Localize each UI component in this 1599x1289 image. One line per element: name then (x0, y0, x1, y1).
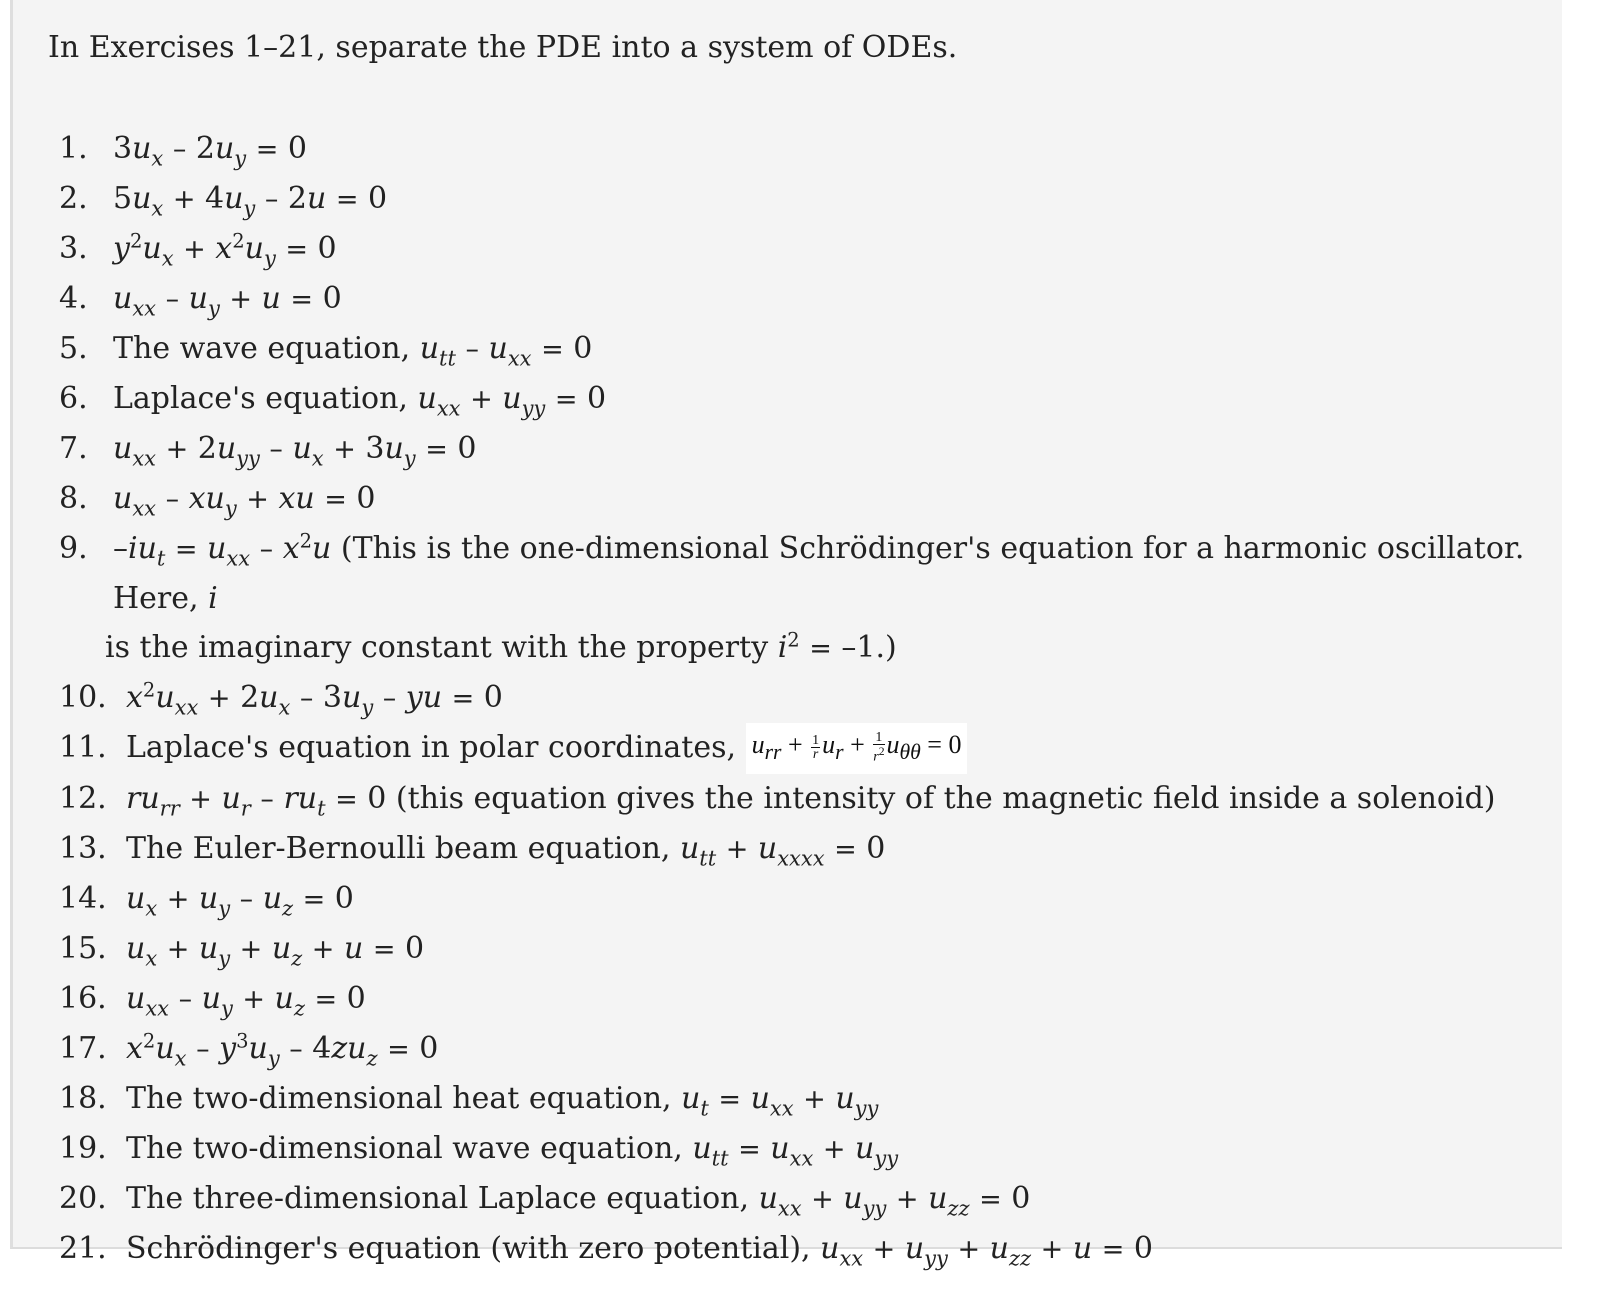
item-number: 12. (59, 781, 107, 817)
equation: $u_t = u_{xx} + u_{yy}$ (681, 1081, 879, 1121)
item-number: 6. (59, 381, 88, 416)
equation: $3u_x - 2u_y = 0$ (113, 131, 307, 171)
equation: $u_x + u_y + u_z + u = 0$ (126, 931, 425, 971)
list-item (53, 774, 1543, 824)
list-item (53, 1174, 1543, 1224)
item-number: 15. (59, 931, 107, 967)
exercise-panel (10, 0, 1562, 1271)
equation: $5u_x + 4u_y - 2u = 0$ (113, 181, 388, 221)
item-number: 2. (59, 181, 88, 216)
list-item (53, 673, 1543, 723)
item-text: (this equation gives the intensity of the magnetic field inside a solenoid) (386, 781, 1496, 817)
intro-text: In Exercises 1–21, separate the PDE into a system of ODEs. (48, 30, 958, 65)
equation: $u_{tt} - u_{xx} = 0$ (419, 331, 593, 371)
polar-laplace-equation-image: $u_{rr}$ + $\frac{1}{r}$ $u_r$ + $\frac{1}{r^2}$ $u_{\theta\theta} = 0$ (746, 723, 968, 774)
equation: $u_{xx} + u_{yy} + u_{zz} = 0$ (758, 1181, 1031, 1221)
list-item (53, 1124, 1543, 1174)
item-number: 21. (59, 1231, 107, 1267)
equation: $u_{xx} - u_y + u_z = 0$ (126, 981, 366, 1021)
item-number: 13. (59, 831, 107, 867)
list-item: 9. $-iu_t = u_{xx} - x^2u$ (This is the one-dimensional Schrödinger's equation for a harmonic oscillator. Here, i is the imaginary constant with the property $i^2 = -1$.) (53, 524, 1543, 673)
item-number: 1. (59, 131, 88, 166)
list-item (53, 824, 1543, 874)
item-text: (This is the one-dimensional Schrödinger's equation for a harmonic oscillator. Here, (113, 531, 1525, 616)
item-text: The two-dimensional heat equation, (126, 1081, 682, 1117)
item-text: Schrödinger's equation (with zero potential), (126, 1231, 821, 1267)
list-item (53, 723, 1543, 774)
item-number: 20. (59, 1181, 107, 1217)
item-text: The three-dimensional Laplace equation, (126, 1181, 759, 1217)
equation: $u_{xx} - u_y + u = 0$ (113, 281, 342, 321)
item-number: 11. (59, 730, 107, 765)
item-number: 14. (59, 881, 107, 917)
list-item (53, 274, 1543, 324)
item-number: 16. (59, 981, 107, 1017)
item-number: 17. (59, 1031, 107, 1067)
list-item (53, 924, 1543, 974)
item-number: 10. (59, 680, 107, 715)
list-item (53, 974, 1543, 1024)
equation: $u_{xx} - xu_y$ + xu = 0 (113, 481, 376, 521)
item-number: 19. (59, 1131, 107, 1167)
equation: $x^2u_x - y^3u_y - 4zu_z = 0$ (126, 1029, 439, 1071)
equation: $u_{xx} + 2u_{yy} - u_x + 3u_y = 0$ (113, 431, 477, 471)
equation: $x^2u_{xx} + 2u_x - 3u_y$ – yu = 0 (126, 678, 503, 720)
equation: $u_{tt} + u_{xxxx} = 0$ (679, 831, 886, 871)
equation: $u_x + u_y - u_z = 0$ (126, 881, 354, 921)
list-item (53, 424, 1543, 474)
item-number: 5. (59, 331, 88, 366)
item-text: The wave equation, (113, 331, 420, 366)
list-item (53, 324, 1543, 374)
item-text: The two-dimensional wave equation, (126, 1131, 693, 1167)
equation: $ru_{rr} + u_r - ru_t = 0$ (126, 781, 387, 821)
equation: $-iu_t = u_{xx} - x^2u$ (113, 529, 332, 571)
list-item (53, 874, 1543, 924)
equation: $u_{xx} + u_{yy} + u_{zz} + u = 0$ (820, 1231, 1153, 1271)
equation: $u_{tt} = u_{xx} + u_{yy}$ (692, 1131, 899, 1171)
exercise-list (53, 124, 1543, 1274)
item-number: 4. (59, 281, 88, 316)
list-item (53, 374, 1543, 424)
list-item (53, 224, 1543, 274)
item-number: 7. (59, 431, 88, 466)
item-text: Laplace's equation, (113, 381, 418, 416)
item-number: 18. (59, 1081, 107, 1117)
item-number: 8. (59, 481, 88, 516)
item-text: The Euler-Bernoulli beam equation, (126, 831, 680, 867)
list-item (53, 474, 1543, 524)
item-number: 9. (59, 531, 88, 566)
list-item (53, 124, 1543, 174)
equation: $y^2u_x + x^2u_y = 0$ (113, 229, 337, 271)
item-number: 3. (59, 231, 88, 266)
equation: $i^2 = -1$.) (777, 628, 897, 665)
list-item (53, 1024, 1543, 1074)
equation: $u_{xx} + u_{yy} = 0$ (417, 381, 607, 421)
item-text-continued: is the imaginary constant with the property (105, 630, 778, 665)
list-item (53, 1074, 1543, 1124)
list-item (53, 1224, 1543, 1274)
item-text: Laplace's equation in polar coordinates, (126, 730, 746, 765)
list-item (53, 174, 1543, 224)
